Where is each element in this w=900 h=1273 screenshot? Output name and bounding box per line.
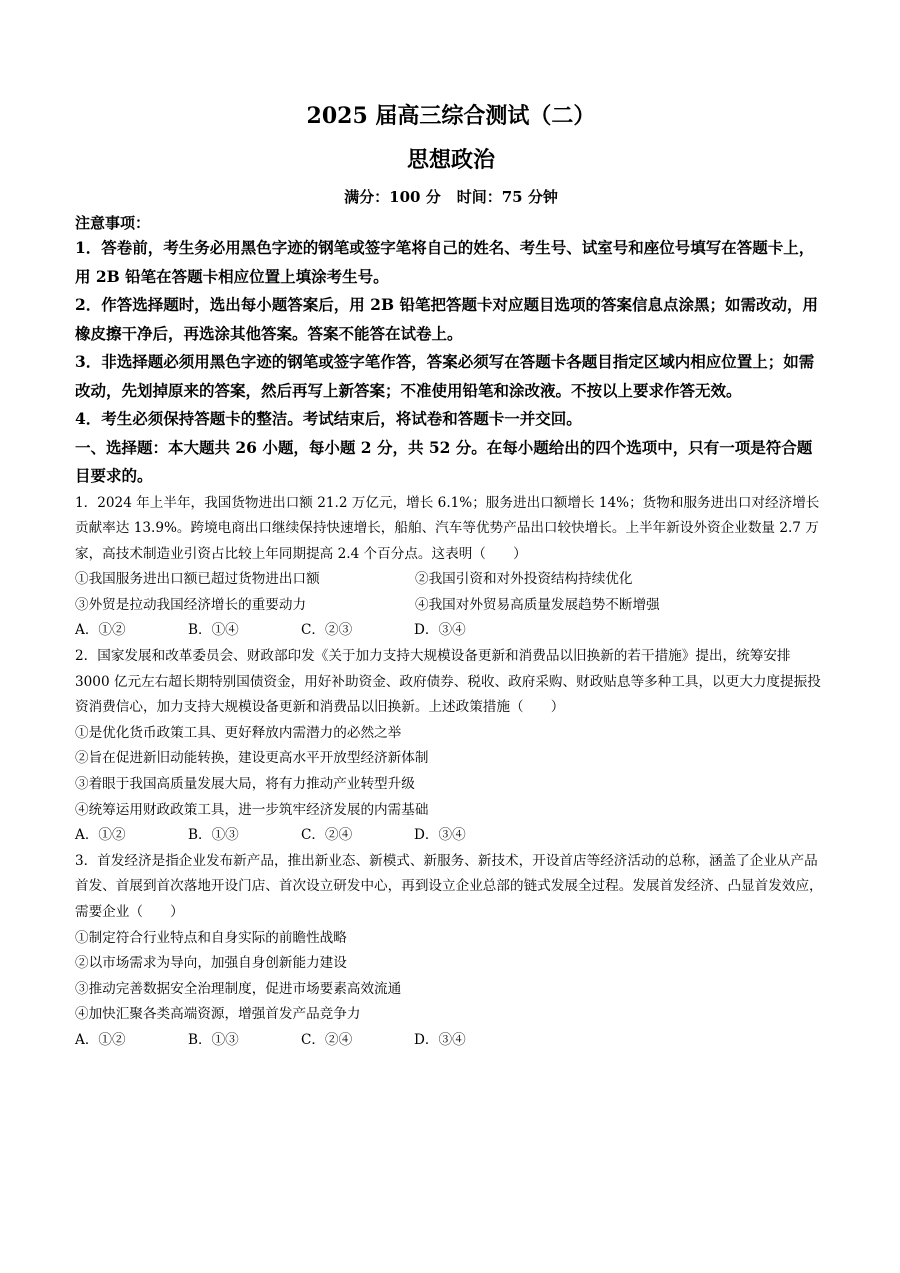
answer-b: B．①③: [188, 1031, 239, 1048]
option-3: ③推动完善数据安全治理制度，促进市场要素高效流通: [75, 980, 402, 997]
option-row: [75, 567, 827, 593]
option-row: [75, 593, 827, 619]
full-score: 满分：100 分: [344, 188, 441, 206]
answer-b: B．①④: [188, 622, 239, 639]
option-2: ②以市场需求为导向，加强自身创新能力建设: [75, 955, 347, 972]
section-heading: 一、选择题：本大题共 26 小题，每小题 2 分，共 52 分。在每小题给出的四个选项中，只有一项是符合题目要求的。: [75, 437, 813, 485]
option-3: ③外贸是拉动我国经济增长的重要动力: [75, 596, 307, 613]
option-4: ④我国对外贸易高质量发展趋势不断增强: [415, 596, 660, 613]
exam-page: [75, 100, 827, 1054]
notice-item: 4．考生必须保持答题卡的整洁。考试结束后，将试卷和答题卡一并交回。: [75, 409, 582, 428]
option-3: ③着眼于我国高质量发展大局，将有力推动产业转型升级: [75, 776, 415, 793]
question-stem: 1．2024 年上半年，我国货物进出口额 21.2 万亿元，增长 6.1%；服务进出口额增长 14%；货物和服务进出口对经济增长贡献率达 13.9%。跨境电商出口继续保持快速增长，船舶、汽车等优势产品出口较快增长。上半年新设外资企业数量 2.7 万家，高技术制造业引资占比较上年同期提高 2.4 个百分点。这表明（ ）: [75, 494, 820, 562]
answer-d: D．③④: [414, 827, 466, 844]
answer-c: C．②④: [301, 827, 353, 844]
answer-c: C．②③: [301, 622, 353, 639]
option-2: ②旨在促进新旧动能转换，建设更高水平开放型经济新体制: [75, 750, 429, 767]
answer-choices: [75, 823, 827, 849]
answer-a: A．①②: [75, 1031, 126, 1048]
answer-d: D．③④: [414, 1031, 466, 1048]
answer-a: A．①②: [75, 827, 126, 844]
option-2: ②我国引资和对外投资结构持续优化: [415, 571, 633, 588]
question-stem: 2．国家发展和改革委员会、财政部印发《关于加力支持大规模设备更新和消费品以旧换新的若干措施》提出，统筹安排 3000 亿元左右超长期特别国债资金，用好补助资金、政府债券、税收、政府采购、财政贴息等多种工具，以更大力度提振投资消费信心，加力支持大规模设备更新和消费品以旧换新。上述政策措施（ ）: [75, 648, 821, 716]
notice-heading: 注意事项：: [75, 214, 151, 232]
answer-c: C．②④: [301, 1031, 353, 1048]
notice-item: 2．作答选择题时，选出每小题答案后，用 2B 铅笔把答题卡对应题目选项的答案信息点涂黑；如需改动，用橡皮擦干净后，再选涂其他答案。答案不能答在试卷上。: [75, 295, 818, 343]
option-1: ①是优化货币政策工具、更好释放内需潜力的必然之举: [75, 724, 402, 741]
answer-a: A．①②: [75, 622, 126, 639]
question-1: [75, 491, 827, 645]
exam-title: 2025 届高三综合测试（二）: [306, 103, 596, 129]
time-limit: 时间：75 分钟: [456, 188, 558, 206]
question-3: [75, 849, 827, 1054]
notice-list: [75, 234, 827, 434]
option-4: ④统筹运用财政政策工具，进一步筑牢经济发展的内需基础: [75, 801, 429, 818]
answer-b: B．①③: [188, 827, 239, 844]
notice-item: 1．答卷前，考生务必用黑色字迹的钢笔或签字笔将自己的姓名、考生号、试室号和座位号填写在答题卡上，用 2B 铅笔在答题卡相应位置上填涂考生号。: [75, 238, 815, 286]
question-2: [75, 644, 827, 849]
notice-item: 3．非选择题必须用黑色字迹的钢笔或签字笔作答，答案必须写在答题卡各题目指定区域内相应位置上；如需改动，先划掉原来的答案，然后再写上新答案；不准使用铅笔和涂改液。不按以上要求作答无效。: [75, 352, 815, 400]
option-4: ④加快汇聚各类高端资源，增强首发产品竞争力: [75, 1006, 361, 1023]
subject-title: 思想政治: [406, 147, 495, 173]
question-stem: 3．首发经济是指企业发布新产品，推出新业态、新模式、新服务、新技术，开设首店等经济活动的总称，涵盖了企业从产品首发、首展到首次落地开设门店、首次设立研发中心，再到设立企业总部的链式发展全过程。发展首发经济、凸显首发效应，需要企业（ ）: [75, 852, 823, 920]
option-1: ①我国服务进出口额已超过货物进出口额: [75, 571, 320, 588]
answer-d: D．③④: [414, 622, 466, 639]
exam-meta: [75, 186, 827, 208]
answer-choices: [75, 618, 827, 644]
option-1: ①制定符合行业特点和自身实际的前瞻性战略: [75, 929, 347, 946]
answer-choices: [75, 1028, 827, 1054]
